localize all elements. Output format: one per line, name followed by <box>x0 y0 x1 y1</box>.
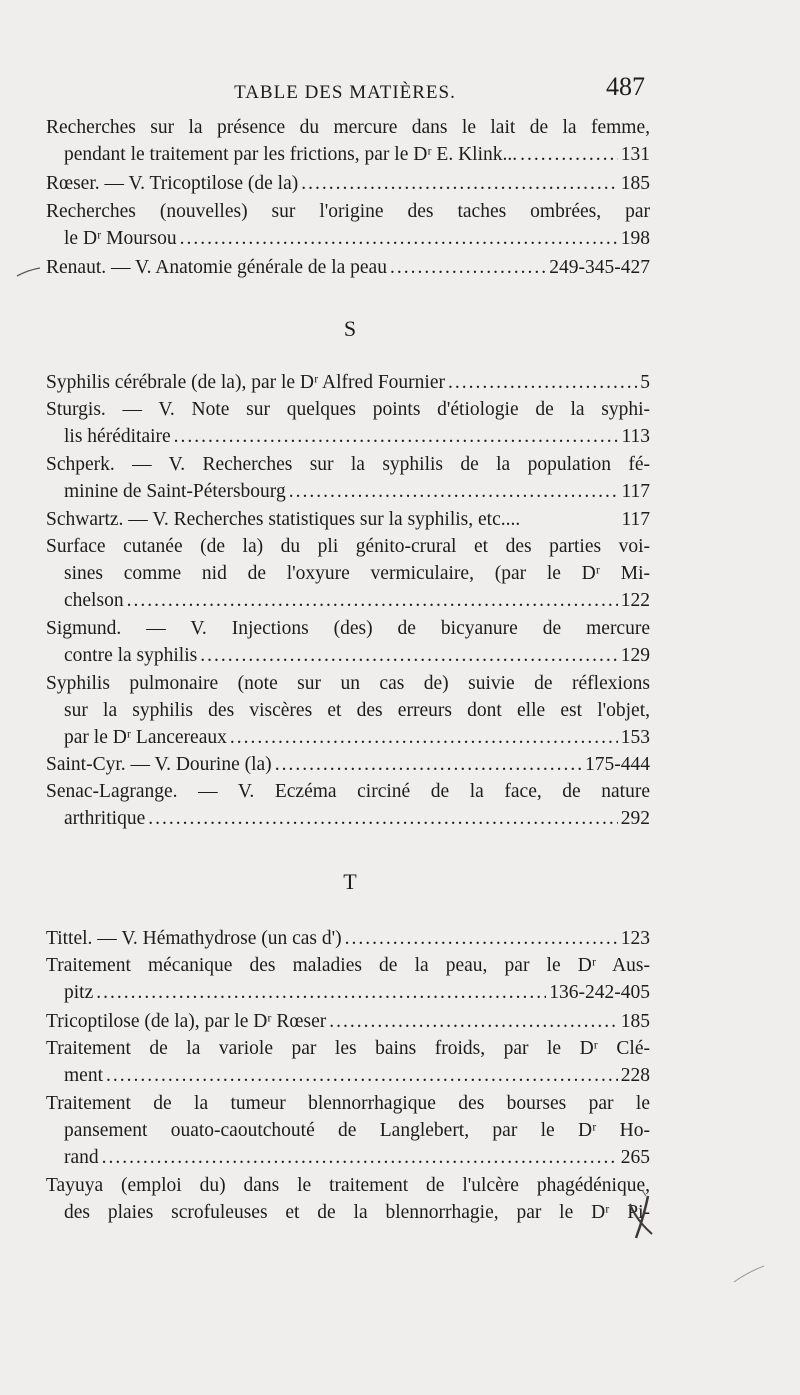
entry-text: Schwartz. — V. Recherches statistiques sur la syphilis, etc.... <box>46 509 521 530</box>
entry-line: des plaies scrofuleuses et de la blennorrhagie, par le Dʳ Pi- <box>64 1202 650 1223</box>
entry-text: pitz <box>64 982 94 1003</box>
entry-text: arthritique <box>64 808 146 829</box>
entry-page: 122 <box>620 590 650 611</box>
entry-line <box>46 805 650 832</box>
entry-page: 117 <box>621 509 650 530</box>
index-entry <box>46 533 650 614</box>
dot-leader <box>148 805 618 832</box>
entry-page: 265 <box>620 1147 650 1168</box>
entry-text: minine de Saint-Pétersbourg <box>64 481 286 502</box>
entry-line <box>46 170 650 197</box>
entry-line <box>46 423 650 450</box>
index-entry <box>46 778 650 832</box>
entry-line <box>46 1062 650 1089</box>
entry-text: le Dʳ Moursou <box>64 228 177 249</box>
index-entry <box>46 114 650 168</box>
index-entry <box>46 952 650 1006</box>
entry-text: contre la syphilis <box>64 645 198 666</box>
entry-text: Saint-Cyr. — V. Dourine (la) <box>46 754 272 775</box>
entry-line <box>46 506 650 533</box>
entry-line <box>46 141 650 168</box>
index-entry <box>46 670 650 751</box>
entry-line: Sturgis. — V. Note sur quelques points d'étiologie de la syphi- <box>46 399 650 420</box>
entry-line: Traitement de la variole par les bains froids, par le Dʳ Clé- <box>46 1038 650 1059</box>
dot-leader <box>289 478 619 505</box>
entry-line: Tayuya (emploi du) dans le traitement de l'ulcère phagédénique, <box>46 1175 650 1196</box>
index-entry <box>46 925 650 952</box>
dot-leader <box>329 1008 618 1035</box>
index-entry <box>46 751 650 778</box>
entry-page: 153 <box>620 727 650 748</box>
dot-leader <box>230 724 618 751</box>
index-entry <box>46 198 650 252</box>
section-letter-t: T <box>343 869 357 894</box>
entry-text: chelson <box>64 590 124 611</box>
entry-page: 113 <box>621 426 650 447</box>
dot-leader <box>96 979 546 1006</box>
entry-line: Traitement mécanique des maladies de la peau, par le Dʳ Aus- <box>46 955 650 976</box>
entry-page: 5 <box>640 372 650 393</box>
entry-page: 123 <box>620 928 650 949</box>
dot-leader <box>106 1062 618 1089</box>
entry-page: 185 <box>620 1011 650 1032</box>
entry-line <box>46 925 650 952</box>
entry-text: Renaut. — V. Anatomie générale de la peau <box>46 257 387 278</box>
entry-line: Surface cutanée (de la) du pli génito-crural et des parties voi- <box>46 536 650 557</box>
entry-text: Tricoptilose (de la), par le Dʳ Rœser <box>46 1011 327 1032</box>
index-entry <box>46 615 650 669</box>
section-letter-s: S <box>343 316 357 341</box>
entry-page: 228 <box>620 1065 650 1086</box>
entry-text: rand <box>64 1147 99 1168</box>
dot-leader <box>345 925 618 952</box>
dot-leader <box>520 141 618 168</box>
entry-line: Traitement de la tumeur blennorrhagique des bourses par le <box>46 1093 650 1114</box>
entry-text: Syphilis cérébrale (de la), par le Dʳ Alfred Fournier <box>46 372 445 393</box>
index-entry <box>46 254 650 281</box>
entry-line <box>46 1144 650 1171</box>
entry-line: Recherches (nouvelles) sur l'origine des taches ombrées, par <box>46 201 650 222</box>
entry-page: 249-345-427 <box>549 257 650 278</box>
entry-line <box>46 724 650 751</box>
entry-line <box>46 979 650 1006</box>
index-entry <box>46 1035 650 1089</box>
entry-text: pendant le traitement par les frictions, par le Dʳ E. Klink... <box>64 144 518 165</box>
pencil-cross-mark-icon <box>622 1186 662 1246</box>
entry-page: 198 <box>620 228 650 249</box>
entry-page: 131 <box>620 144 650 165</box>
entry-line <box>46 1008 650 1035</box>
dot-leader <box>390 254 546 281</box>
entry-line <box>46 751 650 778</box>
entry-line: Sigmund. — V. Injections (des) de bicyanure de mercure <box>46 618 650 639</box>
entry-line <box>46 587 650 614</box>
entry-page: 129 <box>620 645 650 666</box>
entry-line <box>46 225 650 252</box>
index-entry <box>46 506 650 533</box>
entry-line: sur la syphilis des viscères et des erreurs dont elle est l'objet, <box>64 700 650 721</box>
entry-line <box>46 478 650 505</box>
index-entry <box>46 1172 650 1226</box>
entry-line <box>46 642 650 669</box>
index-entry <box>46 369 650 396</box>
entry-text: ment <box>64 1065 103 1086</box>
pencil-dash-mark-icon <box>14 262 44 282</box>
entry-page: 292 <box>620 808 650 829</box>
entry-line: Schperk. — V. Recherches sur la syphilis de la population fé- <box>46 454 650 475</box>
index-entry <box>46 451 650 505</box>
dot-leader <box>127 587 618 614</box>
entry-line: Recherches sur la présence du mercure dans le lait de la femme, <box>46 117 650 138</box>
dot-leader <box>301 170 618 197</box>
dot-leader <box>180 225 618 252</box>
entry-line: Senac-Lagrange. — V. Eczéma circiné de la face, de nature <box>46 781 650 802</box>
dot-leader <box>102 1144 618 1171</box>
entry-text: par le Dʳ Lancereaux <box>64 727 227 748</box>
entry-page: 117 <box>621 481 650 502</box>
dot-leader <box>275 751 582 778</box>
dot-leader <box>200 642 618 669</box>
entry-line: Syphilis pulmonaire (note sur un cas de) suivie de réflexions <box>46 673 650 694</box>
entry-text: lis héréditaire <box>64 426 171 447</box>
entry-text: Rœser. — V. Tricoptilose (de la) <box>46 173 299 194</box>
entry-text: Tittel. — V. Hémathydrose (un cas d') <box>46 928 342 949</box>
index-entry <box>46 1090 650 1171</box>
dot-leader <box>174 423 619 450</box>
entry-line <box>46 369 650 396</box>
entry-page: 136-242-405 <box>549 982 650 1003</box>
entry-line <box>46 254 650 281</box>
entry-line: sines comme nid de l'oxyure vermiculaire, (par le Dʳ Mi- <box>64 563 650 584</box>
index-entry <box>46 170 650 197</box>
pencil-stroke-mark-icon <box>730 1262 770 1286</box>
index-entry <box>46 1008 650 1035</box>
entry-page: 175-444 <box>585 754 650 775</box>
dot-leader <box>448 369 637 396</box>
running-header: TABLE DES MATIÈRES. <box>234 82 456 103</box>
entry-page: 185 <box>620 173 650 194</box>
index-entry <box>46 396 650 450</box>
entry-line: pansement ouato-caoutchouté de Langlebert, par le Dʳ Ho- <box>64 1120 650 1141</box>
page-number: 487 <box>606 72 645 101</box>
